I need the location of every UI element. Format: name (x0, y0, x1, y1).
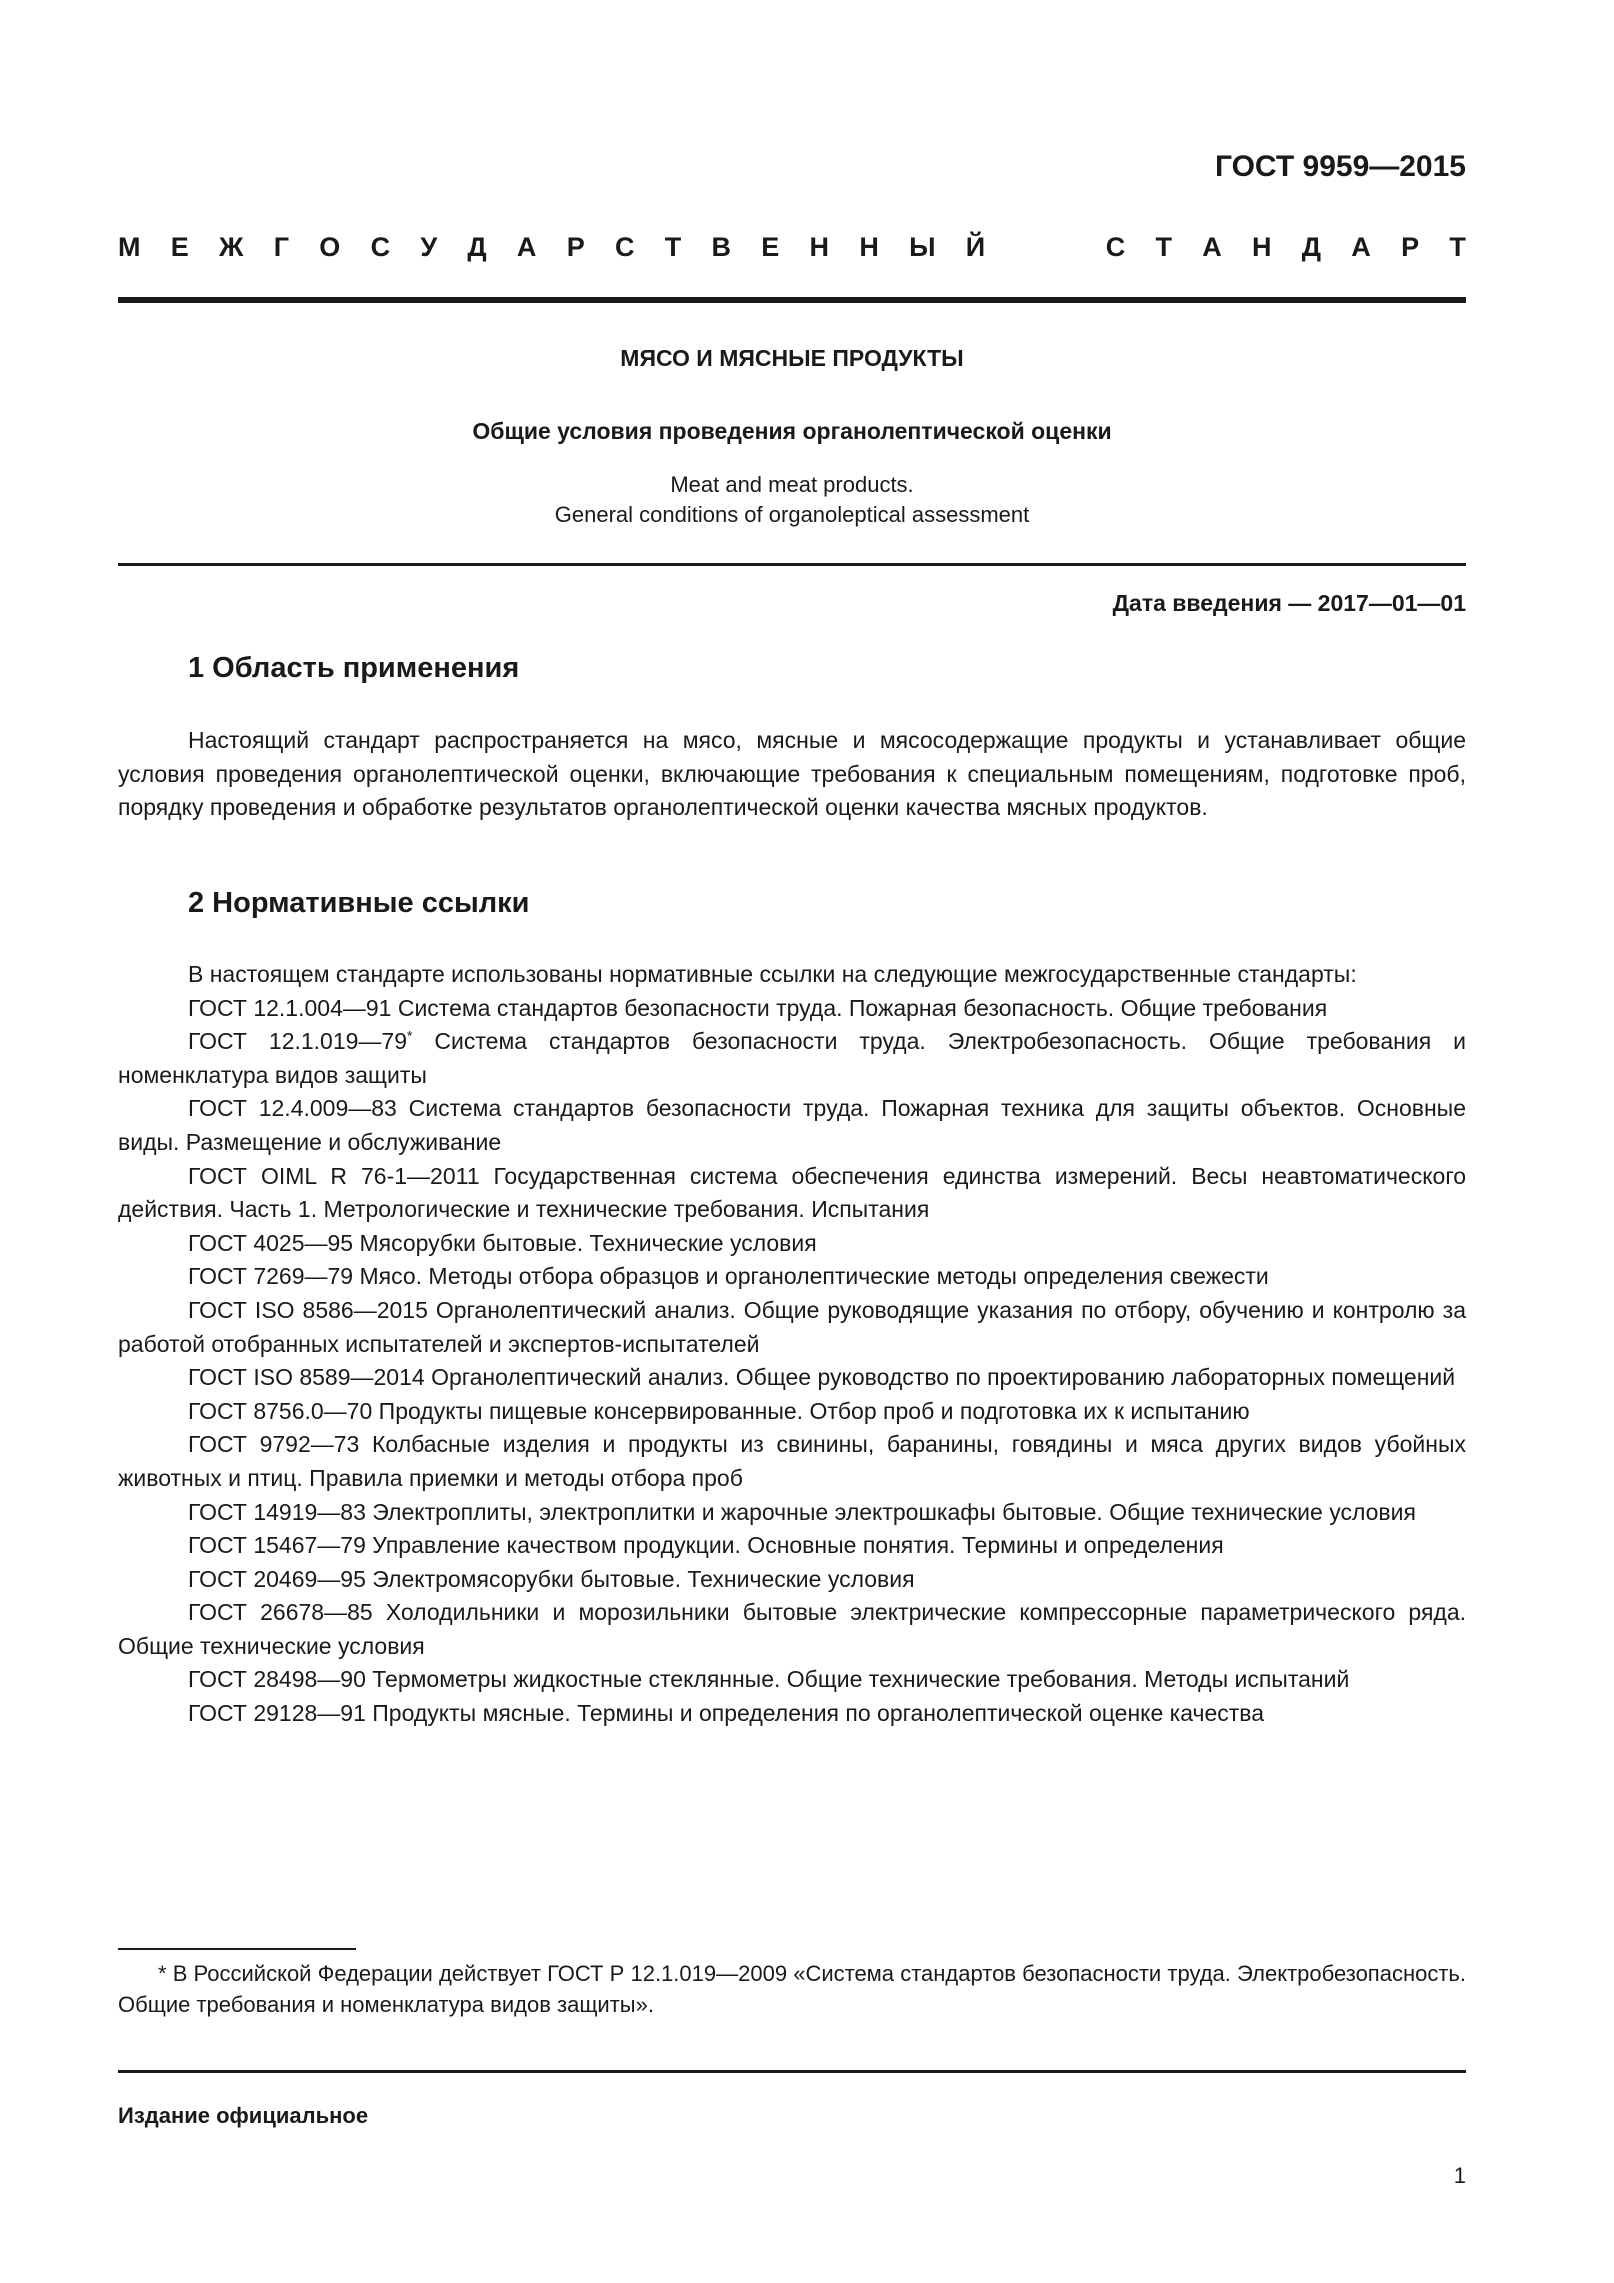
reference-item (118, 1025, 1466, 1092)
banner-letter: Т (664, 232, 682, 262)
introduction-date: Дата введения — 2017—01—01 (1112, 590, 1466, 616)
footnote-mark[interactable]: * (407, 1027, 413, 1044)
reference-title: Система стандартов безопасности труда. Электробезопасность. Общие требования и номенклатура видов защиты (118, 1028, 1466, 1088)
banner-letter: В (711, 232, 731, 262)
reference-code: ГОСТ 12.1.019—79 (188, 1028, 408, 1055)
banner-letter: Г (273, 232, 290, 262)
interstate-standard-banner (118, 232, 1466, 263)
edition-label: Издание официальное (118, 2103, 369, 2128)
banner-letter: Е (761, 232, 780, 262)
reference-item: ГОСТ ISO 8586—2015 Органолептический анализ. Общие руководящие указания по отбору, обучению и контролю за работой отобранных испытателей и экспертов-испытателей (118, 1296, 1466, 1357)
reference-item: ГОСТ 8756.0—70 Продукты пищевые консервированные. Отбор проб и подготовка их к испытанию (188, 1397, 1250, 1424)
banner-letter: Р (1401, 232, 1420, 262)
banner-letter: Д (1301, 232, 1322, 262)
banner-letter: С (1105, 232, 1126, 262)
banner-letter: Й (965, 232, 986, 262)
footnote (118, 1958, 1466, 2020)
section-1-heading: 1 Область применения (188, 652, 520, 684)
reference-item: ГОСТ 12.4.009—83 Система стандартов безопасности труда. Пожарная техника для защиты объектов. Основные виды. Размещение и обслуживание (118, 1095, 1466, 1155)
banner-letter: Р (566, 232, 585, 262)
header-divider (118, 297, 1466, 303)
english-title-line: General conditions of organoleptical assessment (554, 502, 1030, 527)
document-title: МЯСО И МЯСНЫЕ ПРОДУКТЫ (620, 345, 964, 371)
reference-item: ГОСТ 14919—83 Электроплиты, электроплитки и жарочные электрошкафы бытовые. Общие технические условия (188, 1498, 1416, 1525)
banner-gap (1015, 232, 1075, 263)
banner-letter: Ж (219, 232, 244, 262)
footer-divider (118, 2070, 1466, 2073)
references-intro: В настоящем стандарте использованы нормативные ссылки на следующие межгосударственные стандарты: (188, 961, 1357, 987)
normative-references (118, 958, 1466, 1731)
reference-item: ГОСТ 15467—79 Управление качеством продукции. Основные понятия. Термины и определения (188, 1532, 1224, 1559)
english-title-line: Meat and meat products. (670, 472, 914, 497)
reference-item: ГОСТ 29128—91 Продукты мясные. Термины и определения по органолептической оценке качества (188, 1700, 1265, 1727)
banner-letter: Н (1252, 232, 1272, 262)
banner-letter: Д (467, 232, 487, 262)
banner-letter: У (420, 232, 438, 262)
banner-letter: Н (859, 232, 879, 262)
banner-letter: Т (1155, 232, 1172, 262)
banner-letter: С (370, 232, 391, 262)
reference-item: ГОСТ 7269—79 Мясо. Методы отбора образцов и органолептические методы определения свежести (188, 1263, 1269, 1290)
banner-letter: Т (1449, 232, 1466, 262)
reference-item: ГОСТ OIML R 76-1—2011 Государственная система обеспечения единства измерений. Весы неавтоматического действия. Часть 1. Метрологические и технические требования. Испытания (118, 1162, 1466, 1223)
section-1-paragraph: Настоящий стандарт распространяется на мясо, мясные и мясосодержащие продукты и устанавливает общие условия проведения органолептической оценки, включающие требования к специальным помещениям, подготовке проб, порядку проведения и обработке результатов органолептической оценки качества мясных продуктов. (118, 727, 1466, 821)
banner-letter: С (614, 232, 635, 262)
reference-item: ГОСТ 28498—90 Термометры жидкостные стеклянные. Общие технические требования. Методы испытаний (188, 1666, 1350, 1693)
banner-letter: Е (170, 232, 189, 262)
section-2-heading: 2 Нормативные ссылки (188, 887, 530, 919)
section-1-text (118, 724, 1466, 825)
banner-letter: А (1351, 232, 1371, 262)
reference-item: ГОСТ ISO 8589—2014 Органолептический анализ. Общее руководство по проектированию лабораторных помещений (188, 1364, 1456, 1391)
banner-letter: Ы (909, 232, 936, 262)
footnote-separator (118, 1948, 356, 1950)
banner-letter: М (118, 232, 141, 262)
reference-item: ГОСТ 12.1.004—91 Система стандартов безопасности труда. Пожарная безопасность. Общие требования (188, 994, 1328, 1021)
reference-item: ГОСТ 20469—95 Электромясорубки бытовые. Технические условия (188, 1565, 915, 1592)
page-number: 1 (1453, 2163, 1466, 2188)
banner-letter: Н (809, 232, 830, 262)
reference-item: ГОСТ 26678—85 Холодильники и морозильники бытовые электрические компрессорные параметрического ряда. Общие технические условия (118, 1599, 1466, 1659)
document-subtitle: Общие условия проведения органолептической оценки (472, 418, 1112, 444)
reference-item: ГОСТ 9792—73 Колбасные изделия и продукты из свинины, баранины, говядины и мяса других видов убойных животных и птиц. Правила приемки и методы отбора проб (118, 1431, 1466, 1491)
title-divider (118, 563, 1466, 566)
footnote-text: * В Российской Федерации действует ГОСТ Р 12.1.019—2009 «Система стандартов безопасности труда. Электробезопасность. Общие требования и номенклатура видов защиты». (118, 1961, 1466, 2017)
banner-letter: А (1202, 232, 1222, 262)
banner-letter: А (516, 232, 537, 262)
english-title (118, 470, 1466, 530)
banner-letter: О (319, 232, 341, 262)
reference-item: ГОСТ 4025—95 Мясорубки бытовые. Технические условия (188, 1229, 817, 1256)
gost-code: ГОСТ 9959—2015 (1214, 150, 1466, 183)
